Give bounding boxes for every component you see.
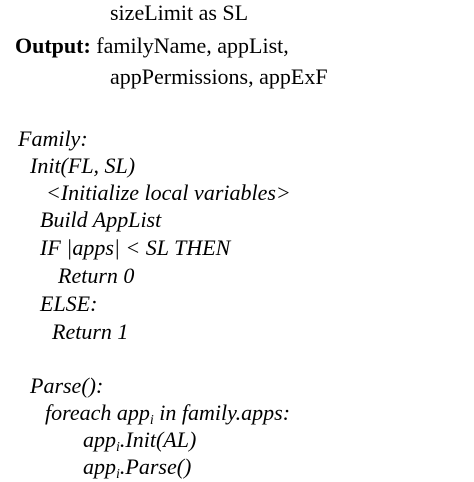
app-init-prefix: app — [83, 427, 116, 452]
parse-heading: Parse(): — [30, 373, 104, 398]
output-values-1: familyName, appList, — [96, 33, 289, 58]
family-if: IF |apps| < SL THEN — [40, 235, 231, 260]
size-limit-input-line — [110, 0, 248, 26]
parse-foreach — [45, 400, 290, 426]
size-limit-text: sizeLimit as SL — [110, 0, 249, 25]
family-init-local: <Initialize local variables> — [46, 180, 291, 205]
output-label: Output: — [15, 33, 91, 58]
output-line-1 — [15, 33, 289, 59]
app-parse-prefix: app — [83, 454, 116, 479]
foreach-suffix: in family.apps: — [153, 400, 291, 425]
parse-app-init — [83, 427, 196, 453]
app-parse-suffix: .Parse() — [119, 454, 192, 479]
foreach-prefix: foreach app — [45, 400, 150, 425]
family-build: Build AppList — [40, 207, 162, 232]
app-init-subscript: i — [116, 440, 120, 455]
foreach-subscript: i — [149, 413, 154, 428]
family-heading: Family: — [18, 126, 88, 151]
parse-app-parse — [83, 454, 191, 480]
family-else: ELSE: — [40, 291, 98, 316]
app-parse-subscript: i — [116, 467, 120, 482]
output-line-2 — [110, 64, 328, 90]
app-init-suffix: .Init(AL) — [119, 427, 197, 452]
family-return1: Return 1 — [52, 319, 129, 344]
family-init: Init(FL, SL) — [30, 153, 136, 178]
family-return0: Return 0 — [58, 263, 135, 288]
output-values-2: appPermissions, appExF — [110, 64, 328, 89]
